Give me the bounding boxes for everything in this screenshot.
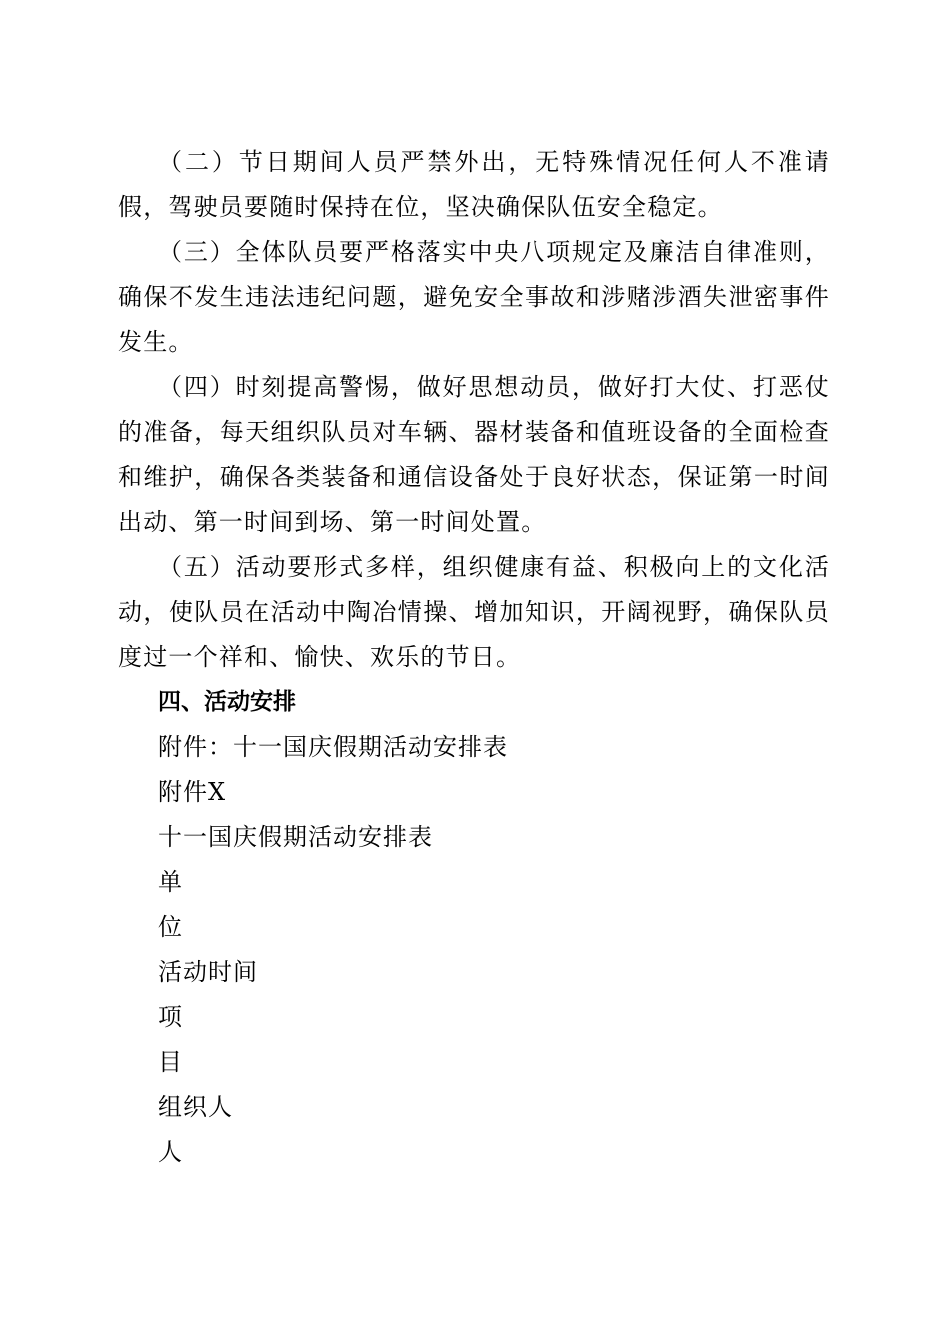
table-fragment: 单 (158, 868, 183, 896)
table-fragment: 目 (158, 1048, 183, 1076)
section-heading: 四、活动安排 (158, 689, 296, 715)
attachment-label: 附件X (158, 778, 227, 806)
document-page (118, 140, 830, 1175)
paragraph-4: （四）时刻提高警惕，做好思想动员，做好打大仗、打恶仗的准备，每天组织队员对车辆、器材装备和值班设备的全面检查和维护，确保各类装备和通信设备处于良好状态，保证第一时间出动、第一时间到场、第一时间处置。 (118, 373, 830, 536)
table-fragment: 人 (158, 1138, 183, 1166)
paragraph-3: （三）全体队员要严格落实中央八项规定及廉洁自律准则，确保不发生违法违纪问题，避免安全事故和涉赌涉酒失泄密事件发生。 (118, 238, 830, 356)
paragraph-5: （五）活动要形式多样，组织健康有益、积极向上的文化活动，使队员在活动中陶冶情操、增加知识，开阔视野，确保队员度过一个祥和、愉快、欢乐的节日。 (118, 553, 830, 671)
table-title: 十一国庆假期活动安排表 (158, 823, 433, 851)
table-fragment: 组织人 (158, 1093, 233, 1121)
table-fragment: 活动时间 (158, 958, 258, 986)
attachment-note: 附件：十一国庆假期活动安排表 (158, 733, 508, 761)
table-fragment: 项 (158, 1003, 183, 1031)
paragraph-2: （二）节日期间人员严禁外出，无特殊情况任何人不准请假，驾驶员要随时保持在位，坚决确保队伍安全稳定。 (118, 148, 830, 221)
table-fragment: 位 (158, 913, 183, 941)
